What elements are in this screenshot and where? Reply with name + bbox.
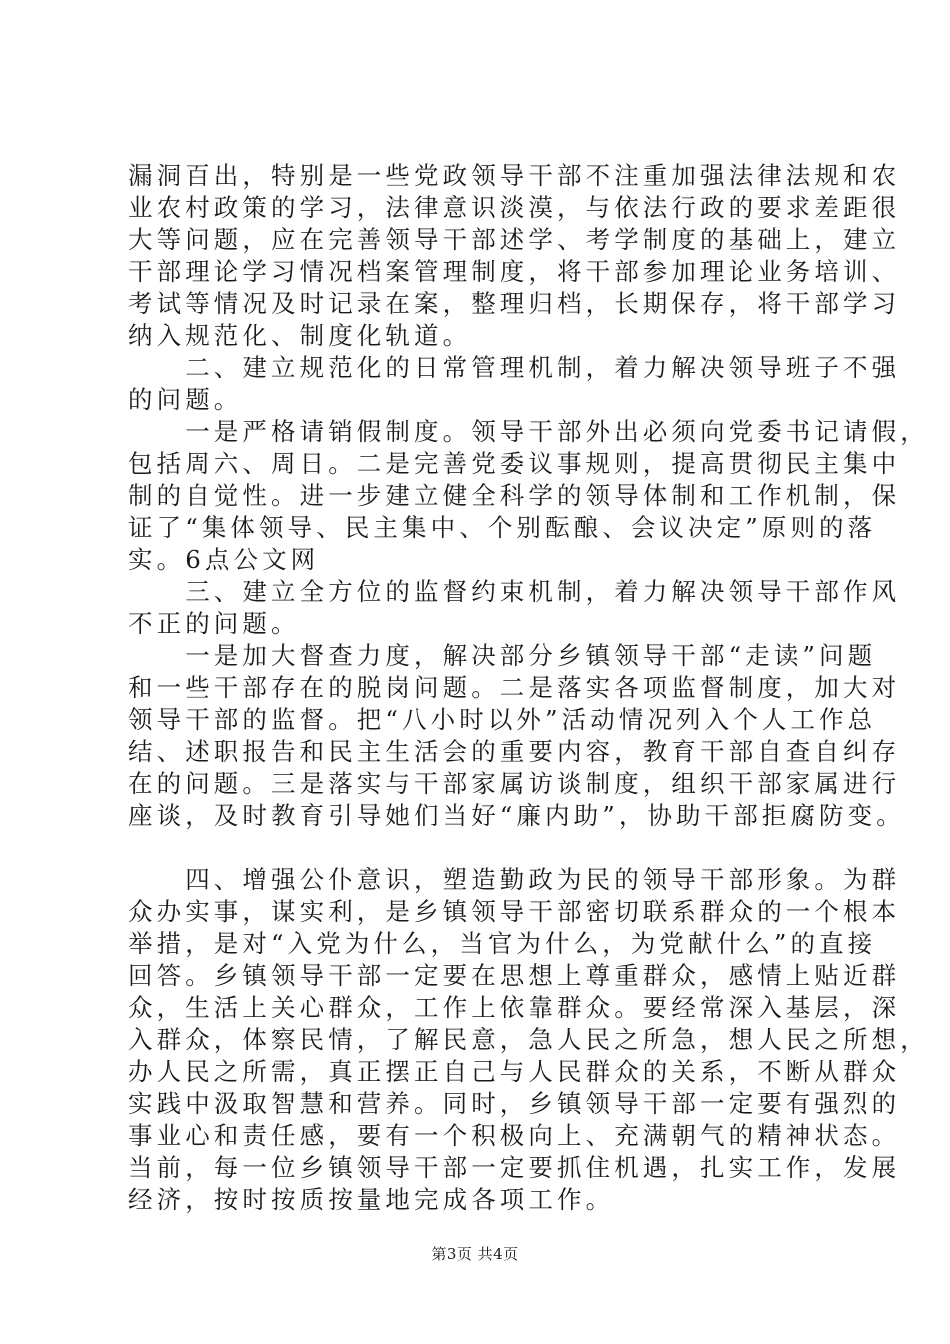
text-line: 四、增强公仆意识，塑造勤政为民的领导干部形象。为群 (128, 865, 901, 894)
page-footer: 第3页 共4页 (431, 1245, 519, 1263)
text-line: 不正的问题。 (128, 609, 300, 638)
text-line: 办人民之所需，真正摆正自己与人民群众的关系，不断从群众 (128, 1057, 901, 1086)
text-line: 漏洞百出，特别是一些党政领导干部不注重加强法律法规和农 (128, 161, 901, 190)
text-line: 业农村政策的学习，法律意识淡漠，与依法行政的要求差距很 (128, 193, 901, 222)
text-line: 实。6点公文网 (128, 545, 320, 574)
text-line: 座谈，及时教育引导她们当好“廉内助”，协助干部拒腐防变。 (128, 801, 905, 830)
text-line: 领导干部的监督。把“八小时以外”活动情况列入个人工作总 (128, 705, 877, 734)
text-line: 考试等情况及时记录在案，整理归档，长期保存，将干部学习 (128, 289, 901, 318)
text-line: 二、建立规范化的日常管理机制，着力解决领导班子不强 (128, 353, 901, 382)
text-line: 众办实事，谋实利，是乡镇领导干部密切联系群众的一个根本 (128, 897, 901, 926)
text-line: 入群众，体察民情，了解民意，急人民之所急，想人民之所想， (128, 1025, 929, 1054)
text-line: 一是加大督查力度，解决部分乡镇领导干部“走读”问题 (128, 641, 877, 670)
text-line: 和一些干部存在的脱岗问题。二是落实各项监督制度，加大对 (128, 673, 901, 702)
body-text (128, 160, 929, 1216)
text-line: 大等问题，应在完善领导干部述学、考学制度的基础上，建立 (128, 225, 901, 254)
text-line: 制的自觉性。进一步建立健全科学的领导体制和工作机制，保 (128, 481, 901, 510)
text-line: 经济，按时按质按量地完成各项工作。 (128, 1185, 615, 1214)
blank-line (128, 832, 840, 864)
text-line: 的问题。 (128, 385, 243, 414)
text-line: 纳入规范化、制度化轨道。 (128, 321, 472, 350)
text-line: 一是严格请销假制度。领导干部外出必须向党委书记请假， (128, 417, 929, 446)
text-line: 三、建立全方位的监督约束机制，着力解决领导干部作风 (128, 577, 901, 606)
text-line: 实践中汲取智慧和营养。同时，乡镇领导干部一定要有强烈的 (128, 1089, 901, 1118)
text-line: 证了“集体领导、民主集中、个别酝酿、会议决定”原则的落 (128, 513, 877, 542)
text-line: 举措，是对“入党为什么，当官为什么，为党献什么”的直接 (128, 929, 877, 958)
text-line: 结、述职报告和民主生活会的重要内容，教育干部自查自纠存 (128, 737, 901, 766)
text-line: 在的问题。三是落实与干部家属访谈制度，组织干部家属进行 (128, 769, 901, 798)
text-line: 事业心和责任感，要有一个积极向上、充满朝气的精神状态。 (128, 1121, 901, 1150)
text-line: 回答。乡镇领导干部一定要在思想上尊重群众，感情上贴近群 (128, 961, 901, 990)
text-line: 包括周六、周日。二是完善党委议事规则，提高贯彻民主集中 (128, 449, 901, 478)
text-line: 干部理论学习情况档案管理制度，将干部参加理论业务培训、 (128, 257, 901, 286)
text-line: 众，生活上关心群众，工作上依靠群众。要经常深入基层，深 (128, 993, 901, 1022)
text-line: 当前，每一位乡镇领导干部一定要抓住机遇，扎实工作，发展 (128, 1153, 901, 1182)
